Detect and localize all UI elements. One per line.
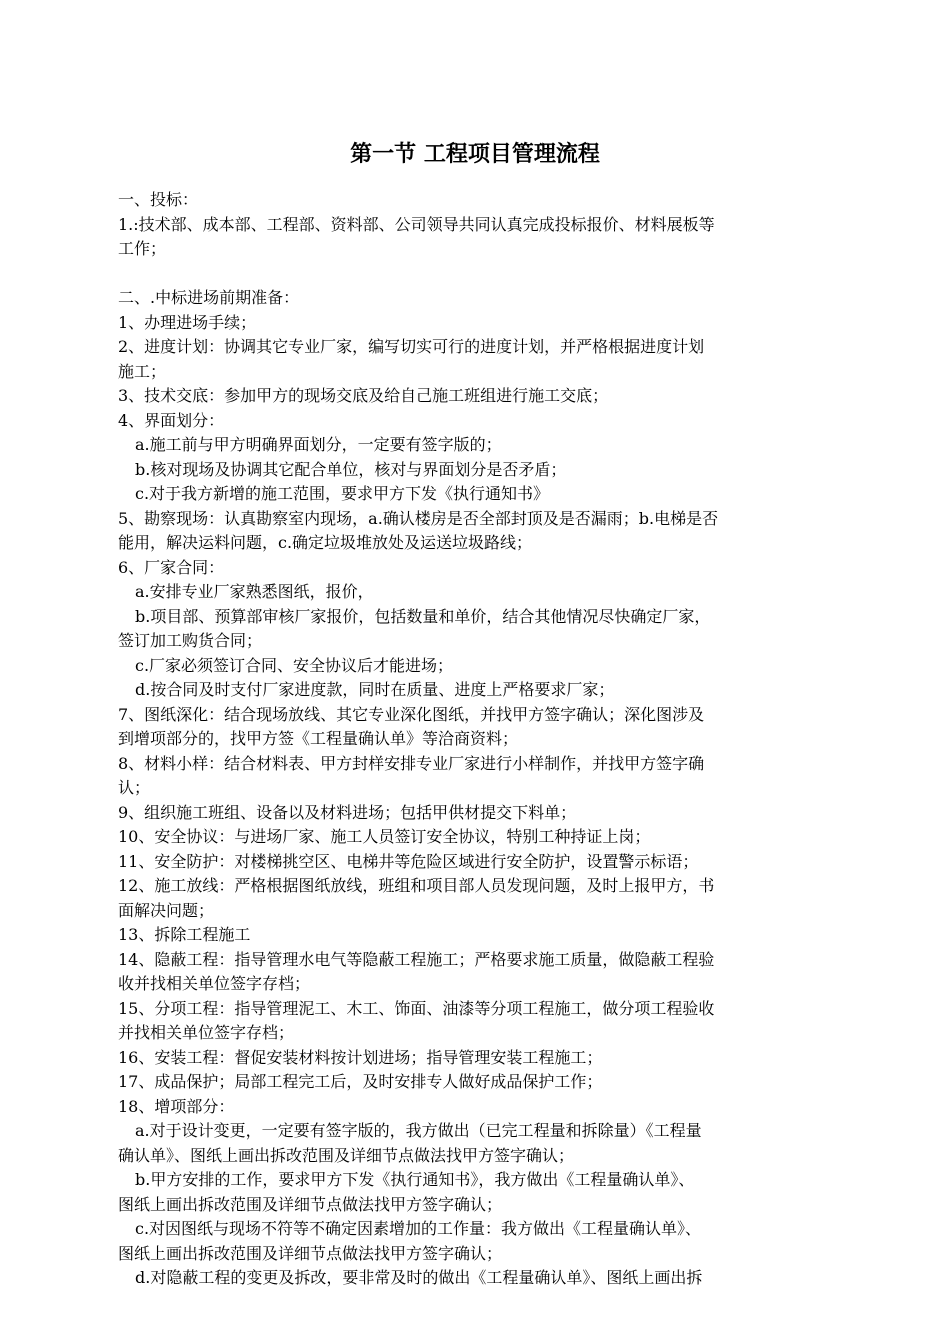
sub-item-line: d.按合同及时支付厂家进度款，同时在质量、进度上严格要求厂家；	[135, 680, 615, 699]
blank-line	[118, 262, 832, 287]
text-line: 能用，解决运料问题，c.确定垃圾堆放处及运送垃圾路线；	[118, 533, 533, 552]
text-line: 图纸上画出拆改范围及详细节点做法找甲方签字确认；	[118, 1243, 503, 1263]
sub-item-line: c.对于我方新增的施工范围，要求甲方下发《执行通知书》	[135, 484, 550, 503]
sub-item-line: a.施工前与甲方明确界面划分，一定要有签字版的；	[135, 435, 502, 454]
text-line: 12、施工放线：严格根据图纸放线，班组和项目部人员发现问题，及时上报甲方，书	[118, 876, 715, 895]
text-line: 1.:技术部、成本部、工程部、资料部、公司领导共同认真完成投标报价、材料展板等	[118, 214, 715, 234]
text-line: 11、安全防护：对楼梯挑空区、电梯井等危险区域进行安全防护，设置警示标语；	[118, 851, 699, 871]
text-line: 认；	[118, 778, 151, 797]
text-line: 2、进度计划：协调其它专业厂家，编写切实可行的进度计划，并严格根据进度计划	[118, 337, 705, 356]
text-line: 到增项部分的，找甲方签《工程量确认单》等洽商资料；	[118, 729, 519, 748]
text-line: 13、拆除工程施工	[118, 925, 251, 944]
text-line: 施工；	[118, 361, 167, 381]
text-line: 7、图纸深化：结合现场放线、其它专业深化图纸，并找甲方签字确认；深化图涉及	[118, 704, 705, 724]
text-line: 确认单》、图纸上画出拆改范围及详细节点做法找甲方签字确认；	[118, 1145, 575, 1165]
sub-item-line: c.对因图纸与现场不符等不确定因素增加的工作量：我方做出《工程量确认单》、	[135, 1219, 702, 1238]
text-line: 1、办理进场手续；	[118, 312, 257, 332]
text-line: 5、勘察现场：认真勘察室内现场，a.确认楼房是否全部封顶及是否漏雨；b.电梯是否	[118, 508, 719, 528]
sub-item-line: b.甲方安排的工作，要求甲方下发《执行通知书》，我方做出《工程量确认单》、	[135, 1170, 695, 1189]
text-line: 二、.中标进场前期准备：	[118, 288, 300, 307]
text-line: 9、组织施工班组、设备以及材料进场；包括甲供材提交下料单；	[118, 802, 577, 822]
document-body	[118, 188, 832, 1291]
sub-item-line: a.对于设计变更，一定要有签字版的，我方做出（已完工程量和拆除量）《工程量	[135, 1121, 702, 1140]
text-line: 14、隐蔽工程：指导管理水电气等隐蔽工程施工；严格要求施工质量，做隐蔽工程验	[118, 949, 715, 969]
text-line: 收并找相关单位签字存档；	[118, 974, 311, 993]
text-line: 15、分项工程：指导管理泥工、木工、饰面、油漆等分项工程施工，做分项工程验收	[118, 998, 715, 1018]
text-line: 18、增项部分：	[118, 1096, 235, 1116]
sub-item-line: d.对隐蔽工程的变更及拆改，要非常及时的做出《工程量确认单》、图纸上画出拆	[135, 1268, 703, 1287]
document-page	[118, 140, 832, 1291]
text-line: 6、厂家合同：	[118, 557, 225, 577]
sub-item-line: b.项目部、预算部审核厂家报价，包括数量和单价，结合其他情况尽快确定厂家，	[135, 606, 711, 626]
text-line: 工作；	[118, 239, 167, 258]
sub-item-line: a.安排专业厂家熟悉图纸，报价，	[135, 582, 374, 601]
text-line: 图纸上画出拆改范围及详细节点做法找甲方签字确认；	[118, 1194, 503, 1214]
text-line: 4、界面划分：	[118, 410, 225, 430]
text-line: 一、投标：	[118, 190, 199, 209]
text-line: 17、成品保护；局部工程完工后，及时安排专人做好成品保护工作；	[118, 1072, 603, 1091]
text-line: 签订加工购货合同；	[118, 631, 263, 650]
text-line: 并找相关单位签字存档；	[118, 1023, 295, 1042]
sub-item-line: b.核对现场及协调其它配合单位，核对与界面划分是否矛盾；	[135, 459, 567, 479]
page-title: 第一节 工程项目管理流程	[350, 142, 600, 167]
text-line: 16、安装工程：督促安装材料按计划进场；指导管理安装工程施工；	[118, 1047, 603, 1067]
text-line: 3、技术交底：参加甲方的现场交底及给自己施工班组进行施工交底；	[118, 386, 609, 405]
sub-item-line: c.厂家必须签订合同、安全协议后才能进场；	[135, 655, 454, 675]
text-line: 8、材料小样：结合材料表、甲方封样安排专业厂家进行小样制作，并找甲方签字确	[118, 753, 705, 773]
text-line: 面解决问题；	[118, 900, 215, 920]
text-line: 10、安全协议：与进场厂家、施工人员签订安全协议，特别工种持证上岗；	[118, 827, 651, 846]
